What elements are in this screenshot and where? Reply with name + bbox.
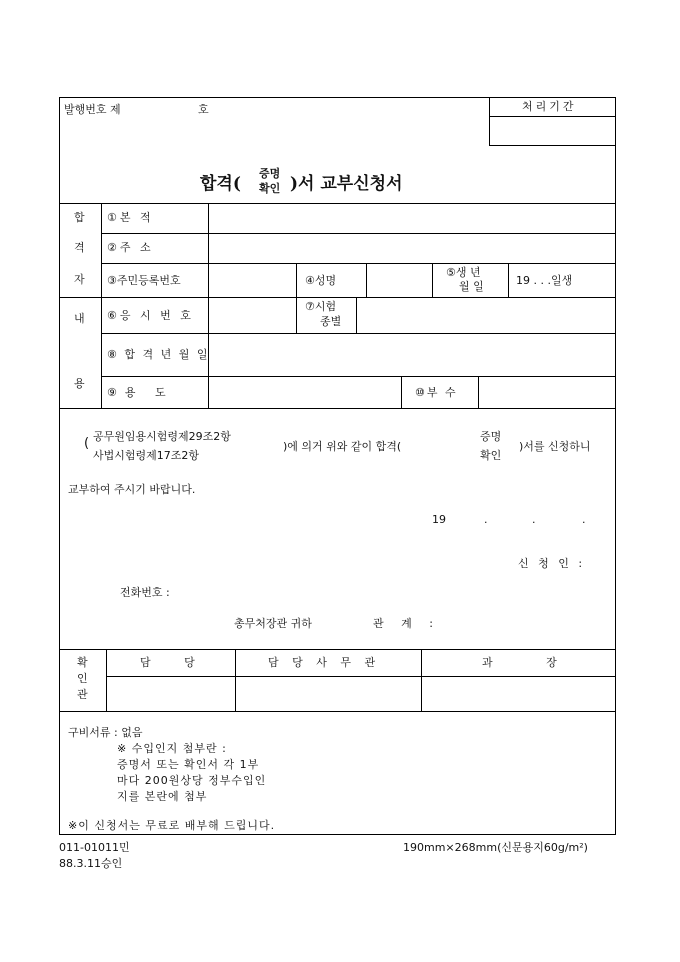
statement-law-2: 사법시험령제17조2항 [93,449,200,462]
copies-field[interactable] [479,377,615,407]
period-box-left [489,97,490,145]
paper-size: 190mm×268mm(신문용지60g/m²) [403,841,588,854]
addressee: 총무처장관 귀하 [234,617,312,630]
issue-number-label: 발행번호 제 [64,103,121,116]
confirm-side-label-3: 관 [77,688,88,701]
line [101,263,616,264]
applicant-signature-label: 신 청 인 : [518,557,586,570]
statement-open-paren: ( [84,436,90,451]
birth-label-line2: 월 일 [459,280,484,293]
name-label: ④성명 [305,274,337,287]
line [296,263,297,297]
period-box-bottom [489,145,616,146]
statement-mid: )에 의거 위와 같이 합격( [283,440,402,453]
free-distribution-note: ※이 신청서는 무료로 배부해 드립니다. [68,819,276,832]
line [59,711,616,712]
birth-date-value[interactable]: 19 . . .일생 [516,274,573,287]
date-dot: . [484,513,488,526]
copies-label: ⑩부 수 [415,386,458,399]
purpose-field[interactable] [209,377,400,407]
stamp-area-label: ※ 수입인지 첨부란 : [117,742,227,755]
date-dot: . [582,513,586,526]
exam-number-label: ⑥응 시 번 호 [107,309,194,322]
applicant-side-label-3: 자 [74,273,85,286]
content-side-label-2: 용 [74,377,85,390]
exam-type-label-line2: 종별 [320,315,342,328]
line [401,376,402,408]
processing-period-label: 처리기간 [522,100,577,113]
title-prefix: 합격( [200,174,241,194]
statement-line2: 교부하여 주시기 바랍니다. [68,483,196,496]
resident-number-field[interactable] [209,264,295,296]
required-docs: 구비서류 : 없음 [68,726,143,739]
period-box-divider [489,116,616,117]
title-option-cert: 증명 [259,167,281,180]
chief-seal-box[interactable] [422,677,615,710]
date-dot: . [532,513,536,526]
line [508,263,509,297]
purpose-label: ⑨용 도 [107,386,174,399]
address-field[interactable] [209,234,615,262]
stamp-note-line2: 마다 200원상당 정부수입인 [117,774,267,787]
pass-date-field[interactable] [209,334,615,375]
officer-header: 담 당 [140,656,195,669]
issue-number-suffix: 호 [198,103,209,116]
statement-law-1: 공무원임용시험령제29조2항 [93,430,231,443]
exam-type-label-line1: ⑦시험 [305,300,337,313]
line [59,408,616,409]
resident-number-label: ③주민등록번호 [107,274,181,287]
manager-header: 담 당 사 무 관 [268,656,379,669]
relation-label: 관 계 : [373,617,433,630]
line [59,649,616,650]
officer-seal-box[interactable] [107,677,234,710]
exam-number-field[interactable] [209,298,295,332]
pass-date-label: ⑧ 합 격 년 월 일 [107,348,210,361]
confirm-side-label-2: 인 [77,672,88,685]
name-field[interactable] [367,264,431,296]
statement-option-confirm: 확인 [480,449,502,462]
applicant-side-label-2: 격 [74,241,85,254]
address-label: ②주 소 [107,241,154,254]
manager-seal-box[interactable] [236,677,420,710]
statement-option-cert: 증명 [480,430,502,443]
stamp-note-line1: 증명서 또는 확인서 각 1부 [117,758,260,771]
date-year: 19 [432,513,446,526]
exam-type-field[interactable] [357,298,615,332]
line [432,263,433,297]
confirm-side-label-1: 확 [77,656,88,669]
domicile-label: ①본 적 [107,211,154,224]
approval-date: 88.3.11승인 [59,857,123,870]
domicile-field[interactable] [209,204,615,232]
applicant-side-label-1: 합 [74,211,85,224]
form-number: 011-01011민 [59,841,130,854]
stamp-note-line3: 지를 본란에 첨부 [117,790,208,803]
title-suffix: )서 교부신청서 [290,174,403,194]
title-option-confirm: 확인 [259,182,281,195]
content-side-label-1: 내 [74,312,85,325]
statement-end: )서를 신청하니 [519,440,591,453]
line [296,297,297,333]
chief-header: 과 장 [482,656,557,669]
birth-label-line1: ⑤생 년 [446,266,481,279]
side-column-divider [101,203,102,408]
phone-label: 전화번호 : [120,586,170,599]
